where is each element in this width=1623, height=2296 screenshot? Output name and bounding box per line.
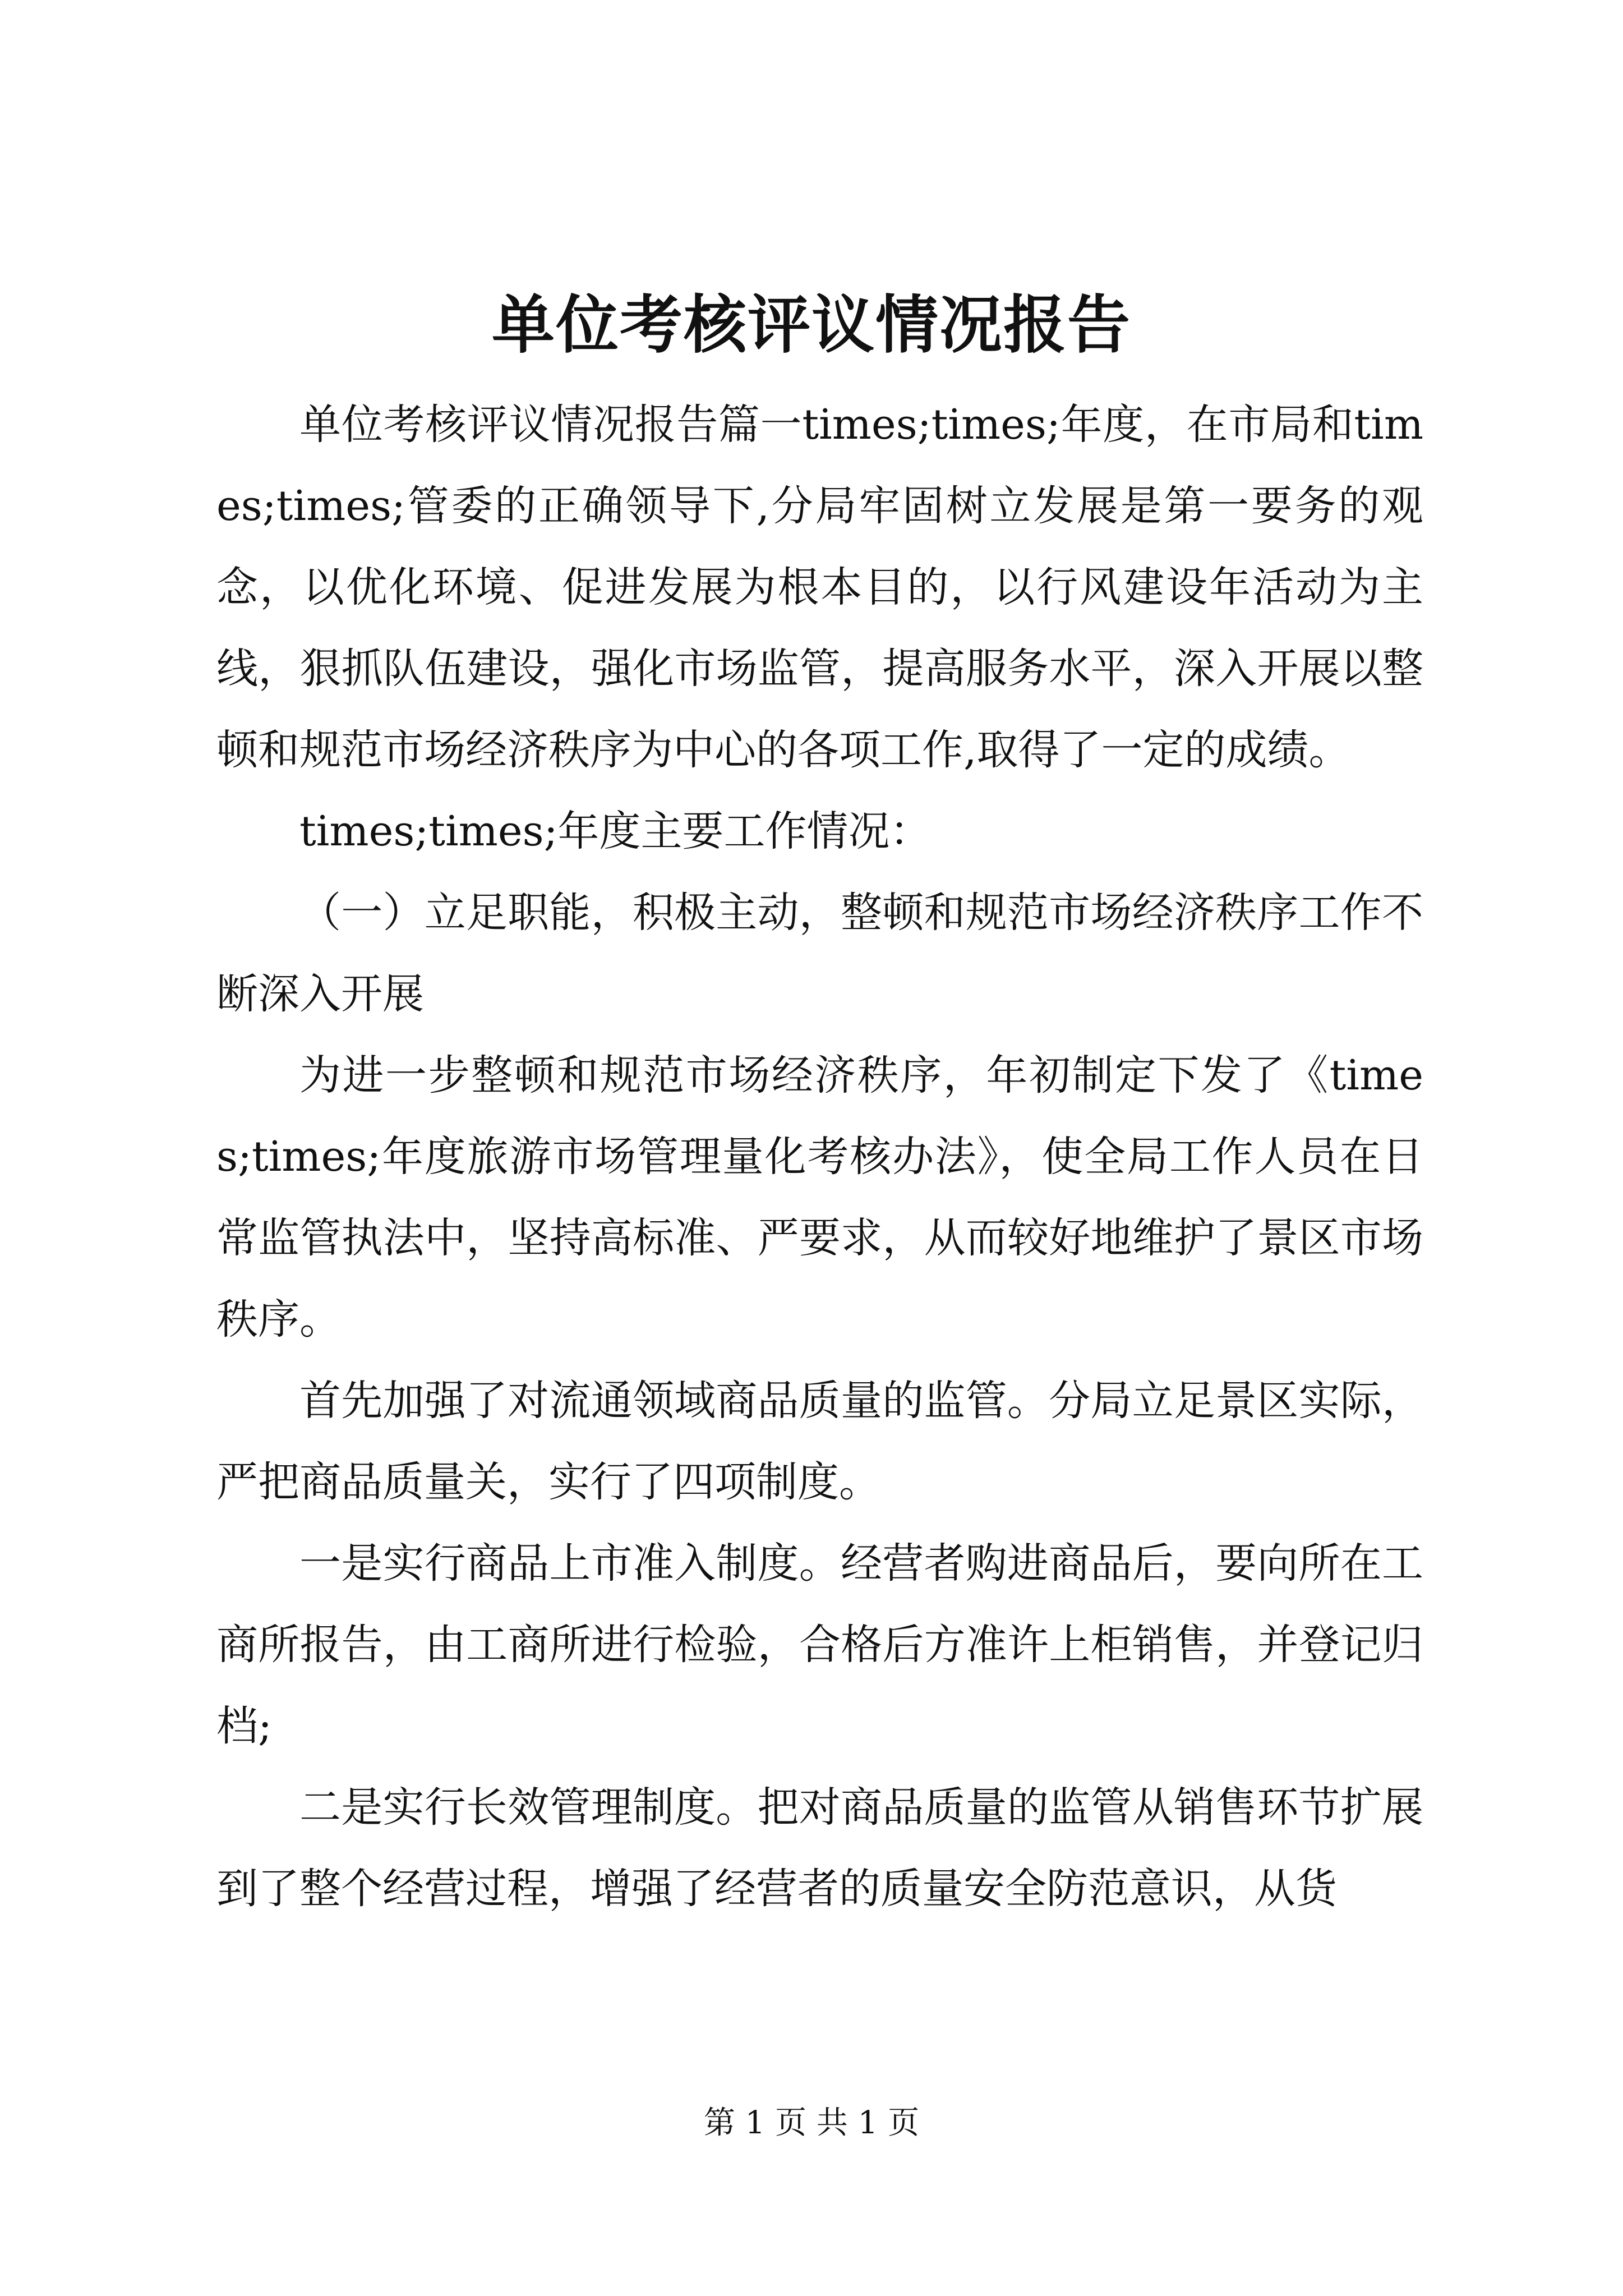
paragraph-system-two: 二是实行长效管理制度。把对商品质量的监管从销售环节扩展到了整个经营过程，增强了经营者的质量安全防范意识，从货 bbox=[216, 1783, 1423, 1913]
page-footer: 第 1 页 共 1 页 bbox=[703, 2105, 920, 2141]
section-heading-1: （一）立足职能，积极主动，整顿和规范市场经济秩序工作不断深入开展 bbox=[216, 889, 1423, 1018]
paragraph-system-one: 一是实行商品上市准入制度。经营者购进商品后，要向所在工商所报告，由工商所进行检验，合格后方准许上柜销售，并登记归档; bbox=[216, 1539, 1423, 1750]
document-body bbox=[216, 384, 1423, 1930]
document-title: 单位考核评议情况报告 bbox=[492, 288, 1131, 362]
paragraph-market-order: 为进一步整顿和规范市场经济秩序，年初制定下发了《times;times;年度旅游市场管理量化考核办法》，使全局工作人员在日常监管执法中，坚持高标准、严要求，从而较好地维护了景区市场秩序。 bbox=[216, 1051, 1423, 1343]
paragraph-intro: 单位考核评议情况报告篇一times;times;年度，在市局和times;times;管委的正确领导下,分局牢固树立发展是第一要务的观念，以优化环境、促进发展为根本目的，以行风建设年活动为主线，狠抓队伍建设，强化市场监管，提高服务水平，深入开展以整顿和规范市场经济秩序为中心的各项工作,取得了一定的成绩。 bbox=[216, 401, 1423, 774]
paragraph-quality-supervision: 首先加强了对流通领域商品质量的监管。分局立足景区实际，严把商品质量关，实行了四项制度。 bbox=[216, 1377, 1423, 1506]
paragraph-main-work-heading: times;times;年度主要工作情况： bbox=[299, 807, 932, 855]
